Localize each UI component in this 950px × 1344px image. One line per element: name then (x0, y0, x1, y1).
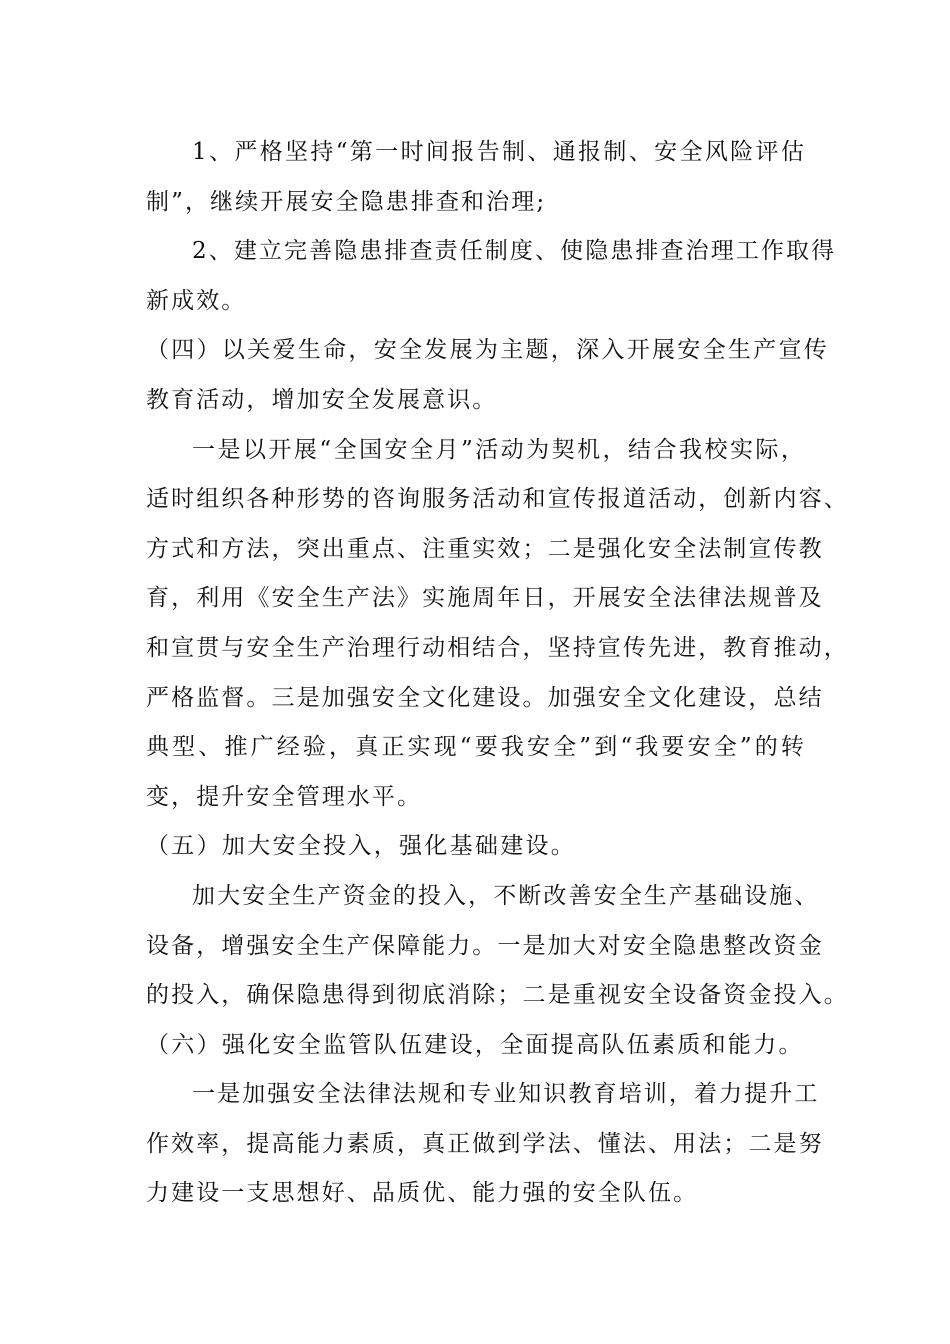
paragraph-line: 1、严格坚持“第一时间报告制、通报制、安全风险评估 (192, 139, 806, 165)
paragraph-line: 和宣贯与安全生产治理行动相结合，坚持宣传先进，教育推动， (146, 634, 849, 661)
paragraph-line: 方式和方法，突出重点、注重实效；二是强化安全法制宣传教 (146, 535, 824, 562)
paragraph-line: 一是以开展“全国安全月”活动为契机，结合我校实际， (192, 436, 806, 463)
paragraph-line: 作效率，提高能力素质，真正做到学法、懂法、用法；二是努 (146, 1130, 824, 1157)
paragraph-line: 力建设一支思想好、品质优、能力强的安全队伍。 (146, 1180, 699, 1207)
paragraph-line: 严格监督。三是加强安全文化建设。加强安全文化建设，总结 (146, 684, 824, 711)
paragraph-line: 的投入，确保隐患得到彻底消除；二是重视安全设备资金投入。 (146, 982, 849, 1009)
section-heading-line: （五）加大安全投入，强化基础建设。 (146, 833, 577, 860)
paragraph-line: 2、建立完善隐患排查责任制度、使隐患排查治理工作取得 (192, 238, 837, 265)
paragraph-line: 变，提升安全管理水平。 (146, 783, 423, 810)
section-heading-line: （四）以关爱生命，安全发展为主题，深入开展安全生产宣传 (146, 337, 830, 364)
paragraph-line: 制”，继续开展安全隐患排查和治理; (146, 188, 547, 215)
paragraph-line: 新成效。 (146, 287, 247, 314)
paragraph-line: 适时组织各种形势的咨询服务活动和宣传报道活动，创新内容、 (146, 486, 849, 513)
section-heading-line: （六）强化安全监管队伍建设，全面提高队伍素质和能力。 (146, 1031, 804, 1058)
paragraph-line: 典型、推广经验，真正实现“要我安全”到“我要安全”的转 (146, 734, 806, 761)
paragraph-line: 育，利用《安全生产法》实施周年日，开展安全法律法规普及 (146, 585, 824, 612)
paragraph-line: 加大安全生产资金的投入，不断改善安全生产基础设施、 (192, 882, 820, 909)
document-body (146, 128, 849, 1219)
section-heading-line: 教育活动，增加安全发展意识。 (146, 386, 498, 413)
paragraph-line: 设备，增强安全生产保障能力。一是加大对安全隐患整改资金 (146, 932, 824, 959)
paragraph-line: 一是加强安全法律法规和专业知识教育培训，着力提升工 (192, 1081, 820, 1108)
